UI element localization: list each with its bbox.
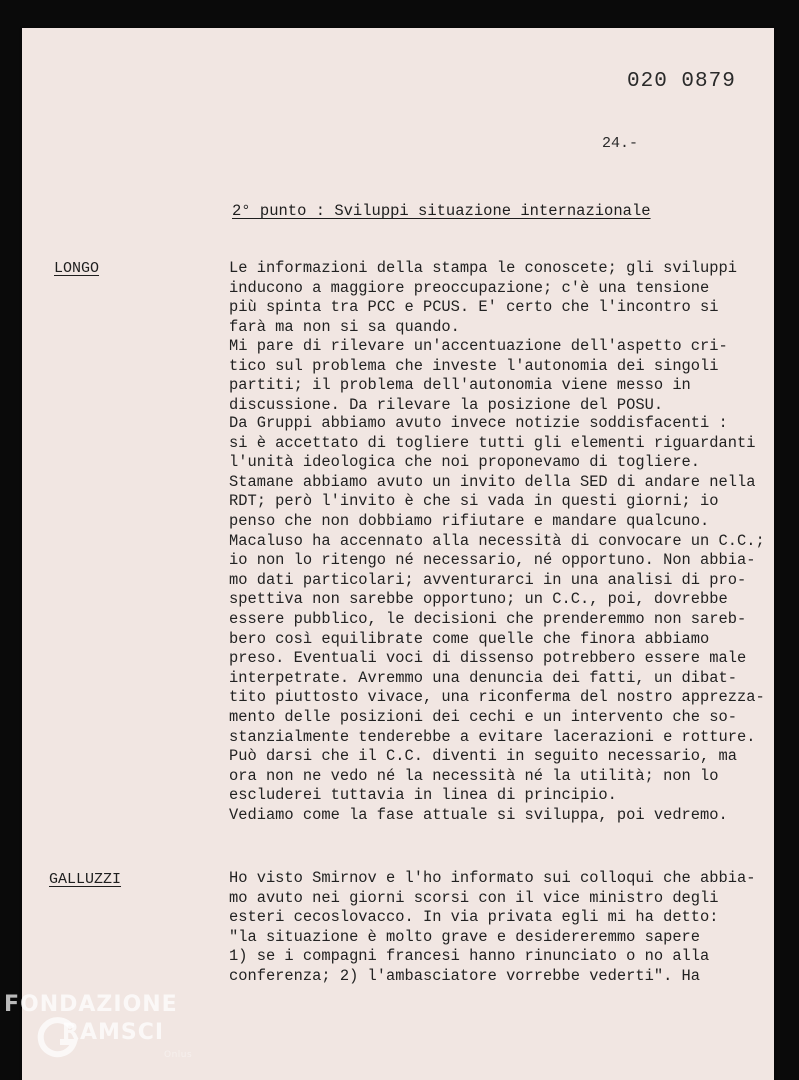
text-line: interpetrate. Avremmo una denuncia dei fatti, un dibat- — [229, 668, 737, 687]
text-line: farà ma non si sa quando. — [229, 317, 460, 336]
speech-paragraph — [229, 337, 774, 415]
text-line: l'unità ideologica che noi proponevamo di togliere. — [229, 453, 701, 472]
text-line: "la situazione è molto grave e desidereremmo sapere — [229, 927, 701, 946]
text-line: Macaluso ha accennato alla necessità di convocare un C.C.; — [229, 531, 765, 550]
page-number: 24.- — [602, 135, 639, 152]
text-line: tito piuttosto vivace, una riconferma del nostro apprezza- — [229, 688, 765, 707]
text-line: penso che non dobbiamo rifiutare e mandare qualcuno. — [229, 511, 710, 530]
speaker-name-longo: LONGO — [54, 260, 100, 277]
text-line: essere pubblico, le decisioni che prenderemmo non sareb- — [229, 609, 747, 628]
text-line: Ho visto Smirnov e l'ho informato sui colloqui che abbia- — [229, 869, 756, 887]
text-line: conferenza; 2) l'ambasciatore vorrebbe vederti". Ha — [229, 966, 701, 985]
text-line: Vediamo come la fase attuale si sviluppa, poi vedremo. — [229, 805, 728, 824]
text-line: bero così equilibrate come quelle che finora abbiamo — [229, 629, 710, 648]
watermark-text: RAMSCI — [62, 1020, 165, 1045]
speech-paragraph — [229, 869, 774, 987]
text-line: Le informazioni della stampa le conoscete; gli sviluppi — [229, 259, 737, 277]
text-line: preso. Eventuali voci di dissenso potrebbero essere male — [229, 649, 747, 668]
text-line: discussione. Da rilevare la posizione del POSU. — [229, 395, 664, 414]
text-line: 1) se i compagni francesi hanno rinunciato o no alla — [229, 947, 710, 966]
text-line: esteri cecoslovacco. In via privata egli mi ha detto: — [229, 908, 719, 927]
watermark-subtext: Onlus — [164, 1050, 193, 1060]
speech-paragraph — [229, 259, 774, 337]
text-line: io non lo ritengo né necessario, né opportuno. Non abbia- — [229, 551, 756, 570]
text-line: partiti; il problema dell'autonomia viene messo in — [229, 376, 691, 395]
text-line: escluderei tuttavia in linea di principio. — [229, 786, 617, 805]
text-line: RDT; però l'invito è che si vada in questi giorni; io — [229, 492, 719, 511]
text-line: Da Gruppi abbiamo avuto invece notizie soddisfacenti : — [229, 414, 728, 432]
text-line: ora non ne vedo né la necessità né la utilità; non lo — [229, 766, 719, 785]
text-line: Stamane abbiamo avuto un invito della SED di andare nella — [229, 472, 756, 491]
text-line: mento delle posizioni dei cechi e un intervento che so- — [229, 707, 737, 726]
document-page — [22, 28, 774, 1080]
text-line: mo avuto nei giorni scorsi con il vice ministro degli — [229, 888, 719, 907]
text-line: Mi pare di rilevare un'accentuazione dell'aspetto cri- — [229, 337, 728, 355]
text-line: più spinta tra PCC e PCUS. E' certo che l'incontro si — [229, 298, 719, 317]
section-heading: 2° punto : Sviluppi situazione internazionale — [232, 202, 651, 220]
text-line: mo dati particolari; avventurarci in una analisi di pro- — [229, 570, 747, 589]
text-line: si è accettato di togliere tutti gli elementi riguardanti — [229, 433, 756, 452]
text-line: tico sul problema che investe l'autonomia dei singoli — [229, 356, 719, 375]
watermark-logo — [4, 992, 204, 1072]
speech-paragraph — [229, 414, 774, 825]
speaker-name-galluzzi: GALLUZZI — [49, 871, 122, 888]
text-line: spettiva non sarebbe opportuno; un C.C., poi, dovrebbe — [229, 590, 728, 609]
text-line: stanzialmente tenderebbe a evitare lacerazioni e rotture. — [229, 727, 756, 746]
watermark-text: FONDAZIONE — [4, 992, 178, 1017]
text-line: Può darsi che il C.C. diventi in seguito necessario, ma — [229, 747, 737, 766]
text-line: inducono a maggiore preoccupazione; c'è una tensione — [229, 278, 710, 297]
document-number: 020 0879 — [627, 70, 736, 93]
